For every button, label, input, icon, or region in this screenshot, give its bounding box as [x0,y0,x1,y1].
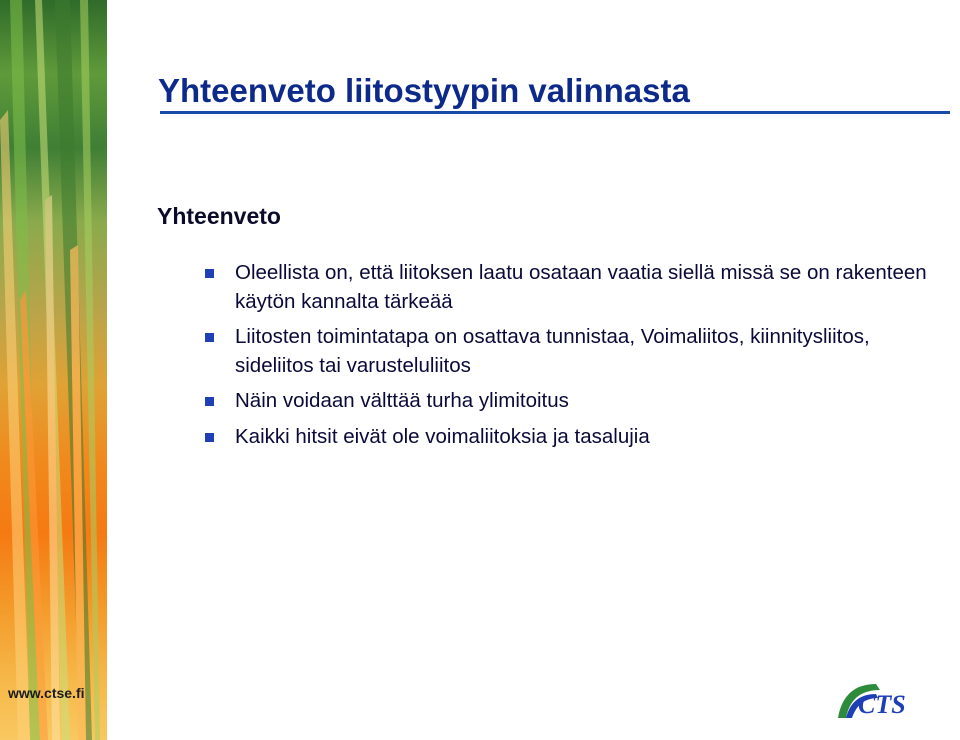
bullet-text: Kaikki hitsit eivät ole voimaliitoksia ja tasalujia [235,424,650,448]
title-underline [160,111,950,114]
logo-wordmark: CTS [858,690,906,719]
website-url: www.ctse.fi [8,685,85,701]
bullet-item [205,423,935,452]
bullet-list [205,259,935,458]
bullet-text: Liitosten toimintatapa on osattava tunnistaa, Voimaliitos, kiinnitysliitos, sideliitos tai varusteluliitos [235,325,870,377]
square-bullet-icon [205,397,214,406]
bullet-item [205,259,935,316]
slide-title: Yhteenveto liitostyypin valinnasta [158,72,690,109]
bullet-text: Oleellista on, että liitoksen laatu osataan vaatia siellä missä se on rakenteen käytön kannalta tärkeää [235,261,927,313]
square-bullet-icon [205,333,214,342]
bullet-item [205,323,935,380]
grass-stripes-graphic [0,0,107,740]
bullet-text: Näin voidaan välttää turha ylimitoitus [235,389,569,412]
decorative-side-panel [0,0,107,740]
section-heading: Yhteenveto [157,203,281,229]
square-bullet-icon [205,269,214,278]
bullet-item [205,387,935,416]
cts-logo [836,680,956,724]
square-bullet-icon [205,433,214,442]
